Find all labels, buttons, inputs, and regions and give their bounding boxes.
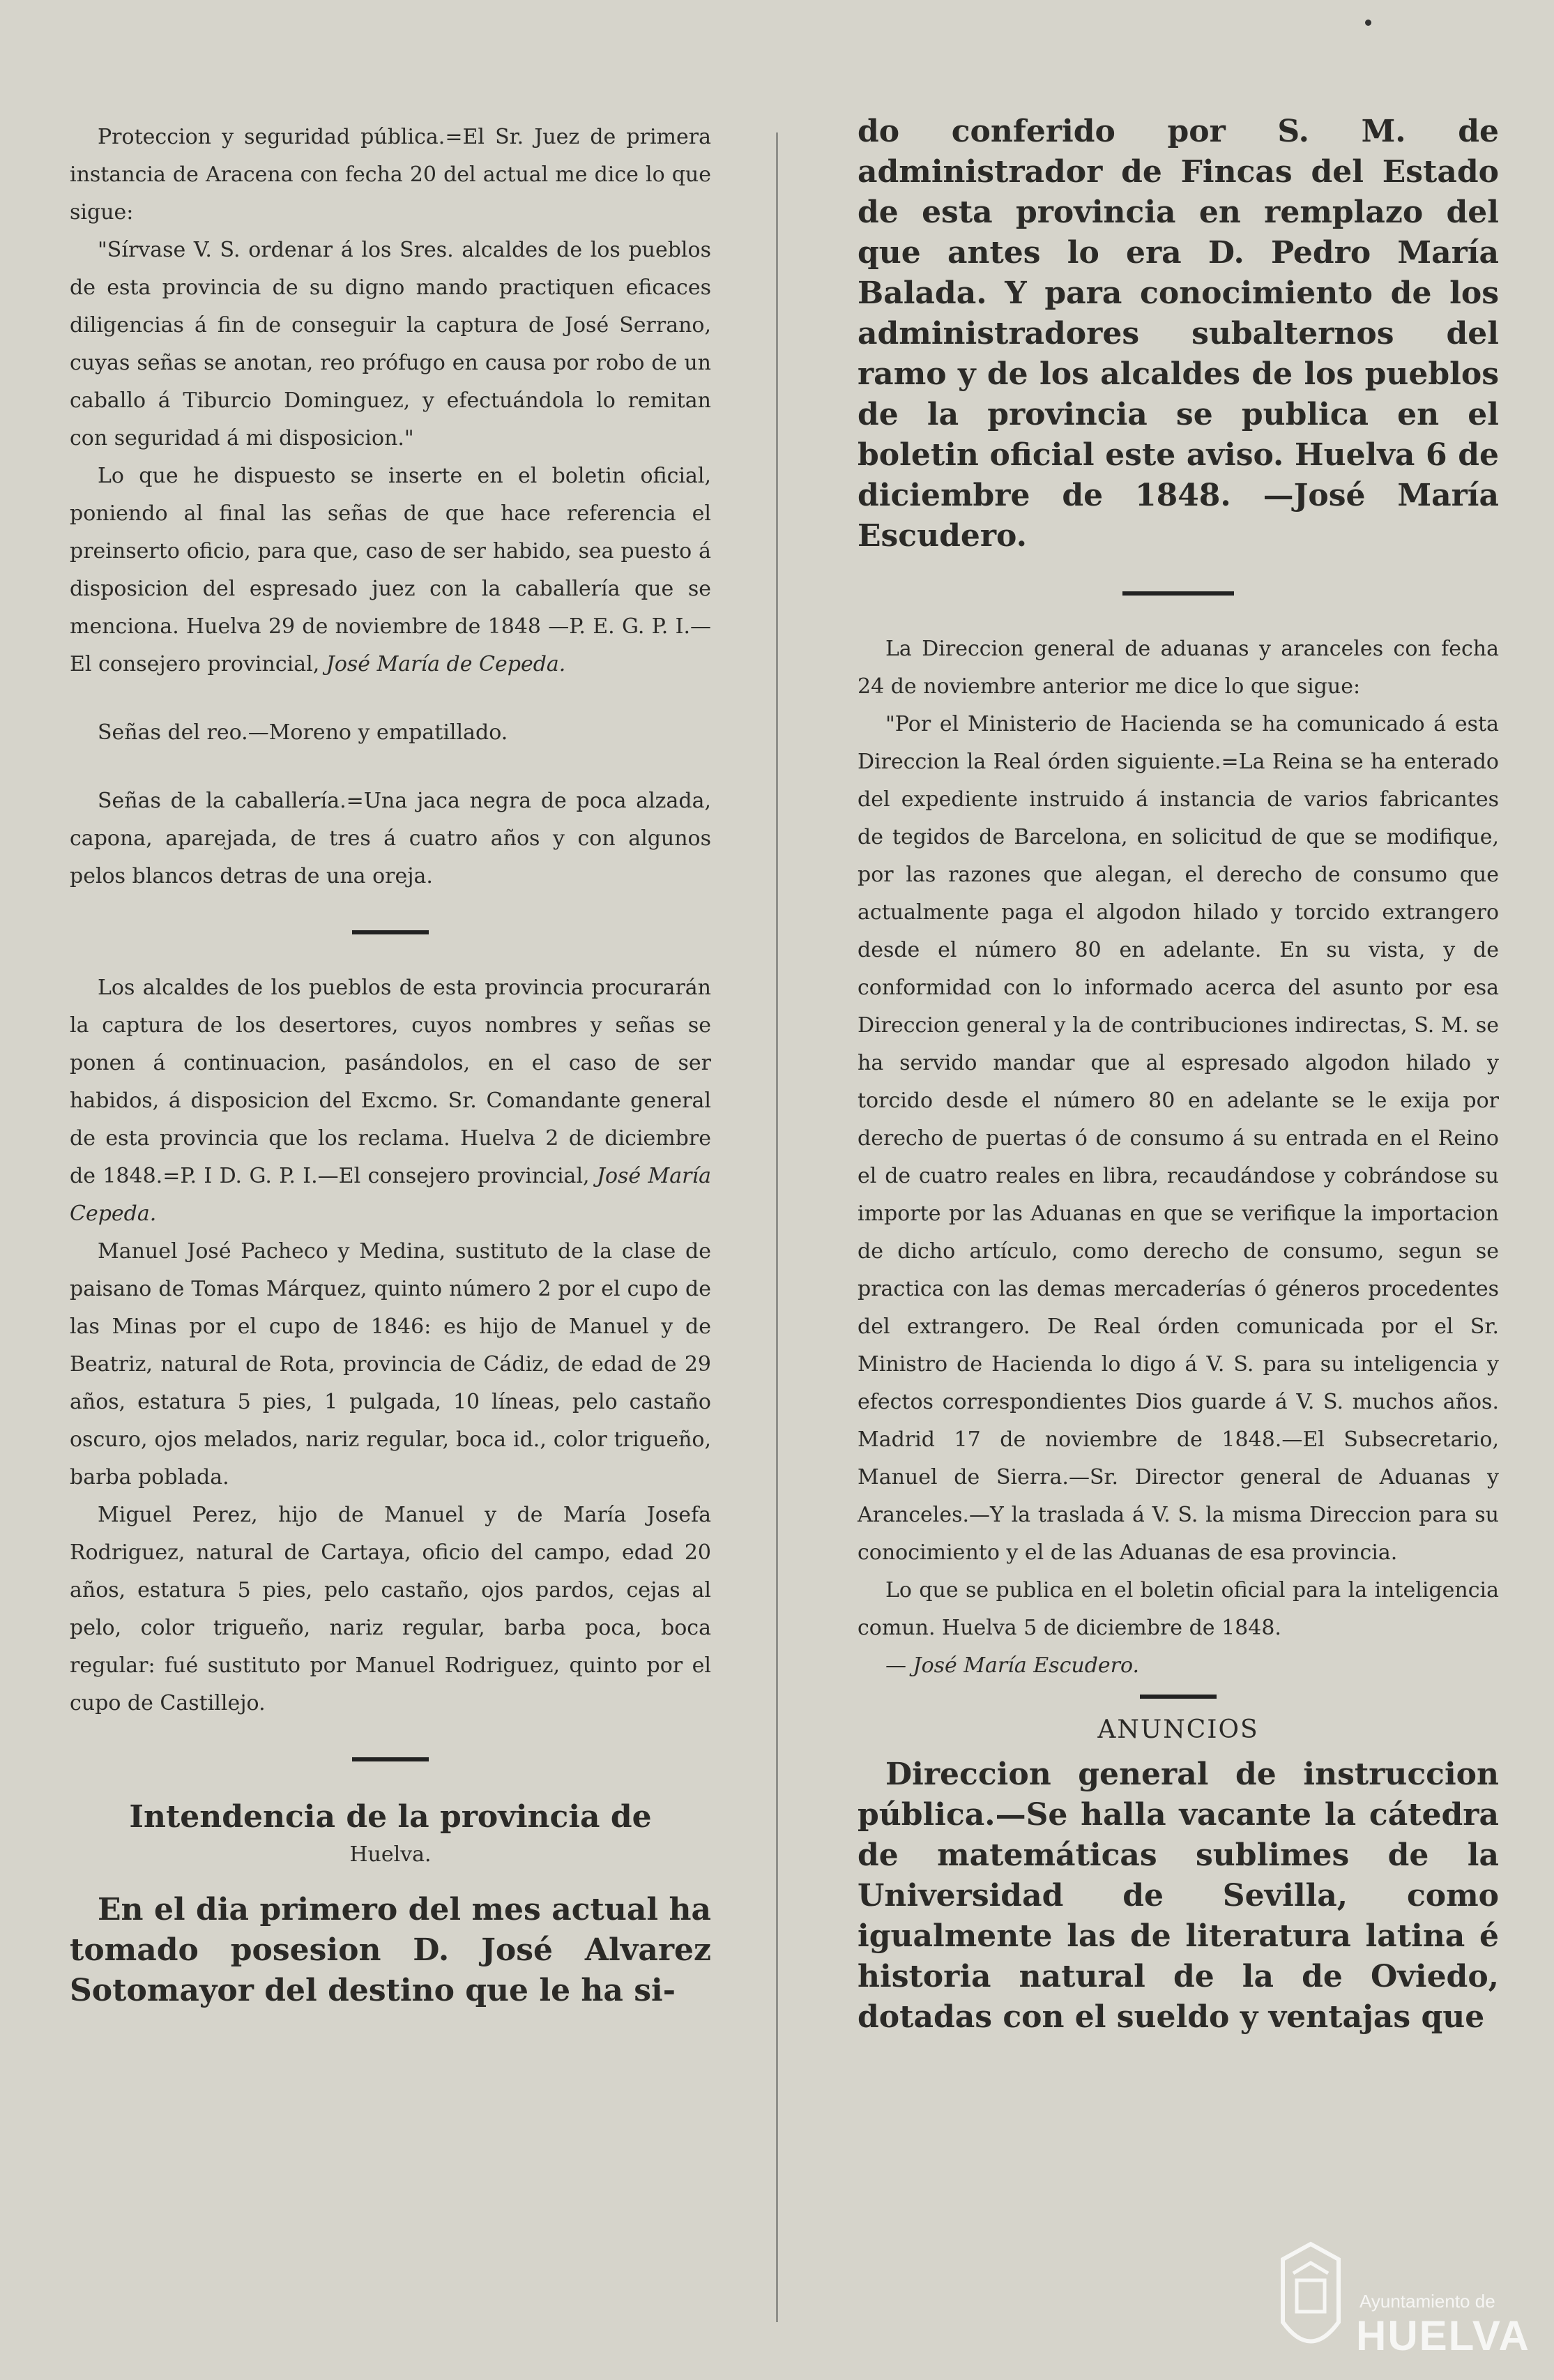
paragraph-quote-serrano: "Sírvase V. S. ordenar á los Sres. alcaldes de los pueblos de esta provincia de su digno mando practiquen eficaces diligencias á fin de conseguir la captura de José Serrano, cuyas señas se anotan, reo prófugo en causa por robo de un caballo á Tiburcio Dominguez, y efectuándola lo remitan con seguridad á mi disposicion." [70,238,711,450]
watermark-line1: Ayuntamiento de [1359,2291,1495,2312]
section-separator-3 [1122,591,1234,596]
ink-dot [1365,20,1371,26]
paragraph-disposicion-text: Lo que he dispuesto se inserte en el boletin oficial, poniendo al final las señas de que hace referencia el preinserto oficio, para que, caso de ser habido, sea puesto á disposicion del espresado juez con la caballería que se menciona. Huelva 29 de noviembre de 1848 —P. E. G. P. I.—El consejero provincial, [70,464,711,676]
signature-cepeda-1: José María de Cepeda. [326,652,566,676]
paragraph-aduanas: La Direccion general de aduanas y aranceles con fecha 24 de noviembre anterior me dice lo que sigue: [858,637,1499,699]
paragraph-desertores [70,969,711,1233]
paragraph-desertores-text: Los alcaldes de los pueblos de esta provincia procurarán la captura de los desertores, cuyos nombres y señas se ponen á continuacion, pasándolos, en el caso de ser habidos, á disposicion del Excmo. Sr. Comandante general de esta provincia que los reclama. Huelva 2 de diciembre de 1848.=P. I D. G. P. I.—El consejero provincial, [70,976,711,1188]
section-separator-2 [352,1757,429,1761]
right-column [858,112,1499,2038]
paragraph-publica: Lo que se publica en el boletin oficial para la inteligencia comun. Huelva 5 de diciembre de 1848. [858,1578,1499,1640]
paragraph-proteccion: Proteccion y seguridad pública.=El Sr. Juez de primera instancia de Aracena con fecha 20 del actual me dice lo que sigue: [70,125,711,225]
paragraph-pacheco: Manuel José Pacheco y Medina, sustituto de la clase de paisano de Tomas Márquez, quinto número 2 por el cupo de las Minas por el cupo de 1846: es hijo de Manuel y de Beatriz, natural de Rota, provincia de Cádiz, de edad de 29 años, estatura 5 pies, 1 pulgada, 10 líneas, pelo castaño oscuro, ojos melados, nariz regular, boca id., color trigueño, barba poblada. [70,1239,711,1490]
watermark-line2: HUELVA [1356,2312,1530,2359]
heading-intendencia: Intendencia de la provincia de [129,1799,652,1835]
heading-intendencia-sub: Huelva. [349,1842,432,1867]
paragraph-posesion: En el dia primero del mes actual ha tomado posesion D. José Alvarez Sotomayor del destino que le ha si- [70,1892,711,2008]
left-column [70,119,711,2011]
heading-anuncios: ANUNCIOS [1097,1715,1259,1744]
signature-escudero [858,1647,1499,1685]
senas-caballeria: Señas de la caballería.=Una jaca negra de poca alzada, capona, aparejada, de tres á cuatro años y con algunos pelos blancos detras de una oreja. [70,789,711,888]
paragraph-instruccion-publica: Direccion general de instruccion pública.—Se halla vacante la cátedra de matemáticas sublimes de la Universidad de Sevilla, como igualmente las de literatura latina é historia natural de la de Oviedo, dotadas con el sueldo y ventajas que [858,1757,1499,2035]
watermark-logo [1265,2231,1544,2371]
column-divider [776,132,778,2322]
paragraph-disposicion [70,457,711,683]
coat-of-arms-icon [1269,2238,1353,2364]
paragraph-real-orden: "Por el Ministerio de Hacienda se ha comunicado á esta Direccion la Real órden siguiente.=La Reina se ha enterado del expediente instruido á instancia de varios fabricantes de tegidos de Barcelona, en solicitud de que se modifique, por las razones que alegan, el derecho de consumo que actualmente paga el algodon hilado y torcido extrangero desde el número 80 en adelante. En su vista, y de conformidad con lo informado acerca del asunto por esa Direccion general y la de contribuciones indirectas, S. M. se ha servido mandar que al espresado algodon hilado y torcido desde el número 80 en adelante se le exija por derecho de puertas ó de consumo á su entrada en el Reino el de cuatro reales en libra, recaudándose y cobrándose su importe por las Aduanas en que se verifique la importacion de dicho artículo, como derecho de consumo, segun se practica con las demas mercaderías ó géneros procedentes del extrangero. De Real órden comunicada por el Sr. Ministro de Hacienda lo digo á V. S. para su inteligencia y efectos correspondientes Dios guarde á V. S. muchos años. Madrid 17 de noviembre de 1848.—El Subsecretario, Manuel de Sierra.—Sr. Director general de Aduanas y Aranceles.—Y la traslada á V. S. la misma Direccion para su conocimiento y el de las Aduanas de esa provincia. [858,712,1499,1565]
signature-cepeda-2: José María Cepeda. [70,1164,711,1226]
paragraph-administrador: do conferido por S. M. de administrador de Fincas del Estado de esta provincia en remplazo del que antes lo era D. Pedro María Balada. Y para conocimiento de los administradores subalternos del ramo y de los alcaldes de los pueblos de la provincia se publica en el boletin oficial este aviso. Huelva 6 de diciembre de 1848. —José María Escudero. [858,114,1499,554]
paragraph-perez: Miguel Perez, hijo de Manuel y de María Josefa Rodriguez, natural de Cartaya, oficio del campo, edad 20 años, estatura 5 pies, pelo castaño, ojos pardos, cejas al pelo, color trigueño, nariz regular, barba poca, boca regular: fué sustituto por Manuel Rodriguez, quinto por el cupo de Castillejo. [70,1503,711,1715]
signature-escudero-text: — José María Escudero. [885,1653,1140,1678]
section-separator-4 [1140,1695,1217,1699]
section-separator-1 [352,930,429,934]
senas-reo: Señas del reo.—Moreno y empatillado. [98,720,508,745]
